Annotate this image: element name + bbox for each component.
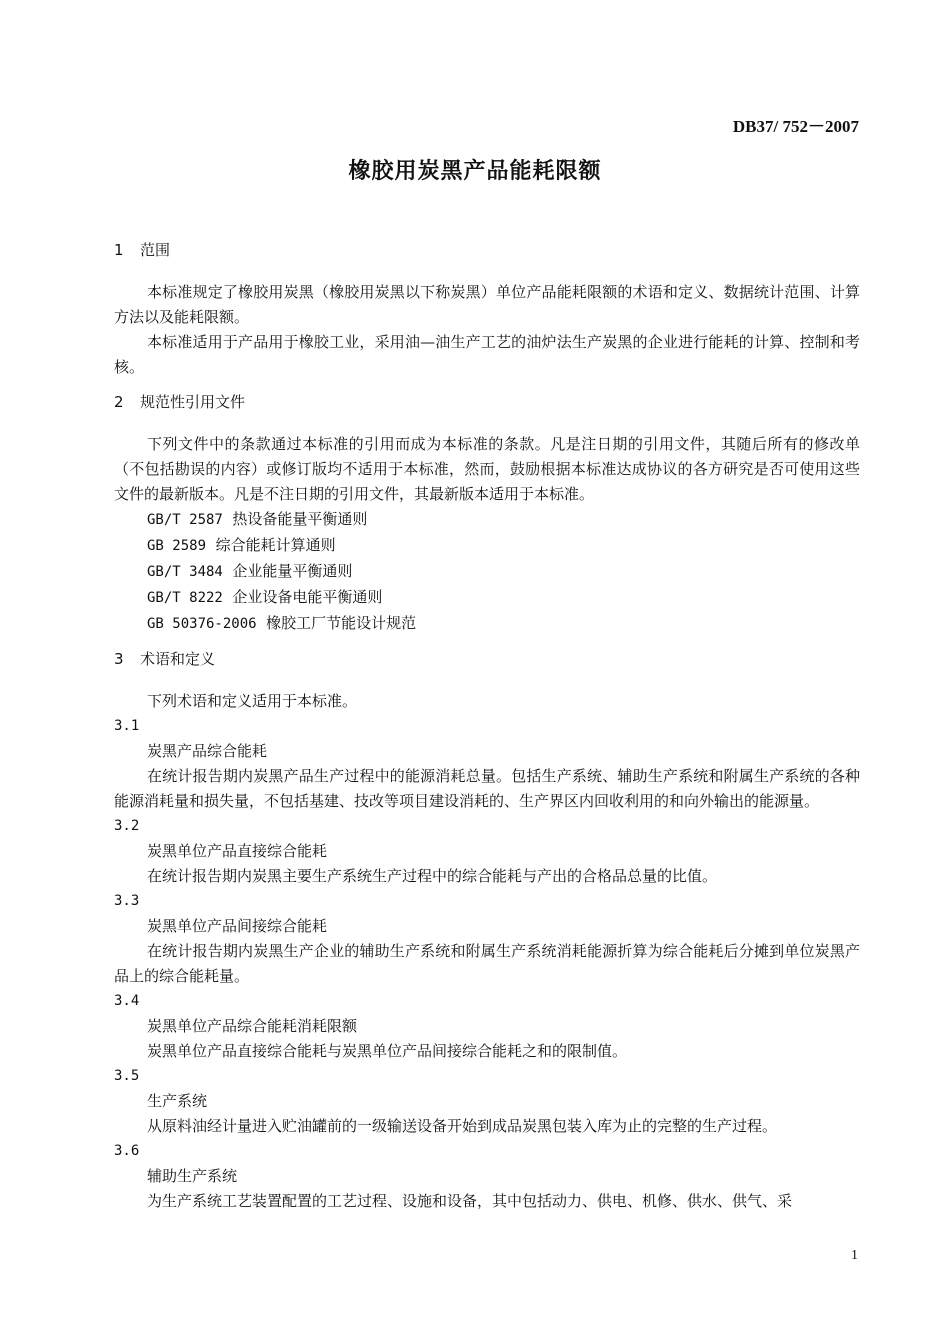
term-title: 炭黑单位产品直接综合能耗 [147, 842, 328, 860]
section-number: 2 [114, 393, 124, 411]
section-title: 规范性引用文件 [140, 393, 246, 411]
section-heading-2 [114, 390, 860, 415]
section-number: 1 [114, 241, 124, 259]
term-number: 3.3 [114, 893, 140, 909]
term-number: 3.6 [114, 1143, 140, 1159]
document-title: 橡胶用炭黑产品能耗限额 [348, 159, 602, 184]
term-definition: 在统计报告期内炭黑生产企业的辅助生产系统和附属生产系统消耗能源折算为综合能耗后分摊到单位炭黑产品上的综合能耗量。 [114, 942, 860, 985]
standard-number: DB37/ 752－2007 [732, 117, 859, 136]
section-title: 术语和定义 [140, 650, 216, 668]
reference-code: GB/T 2587 [147, 512, 223, 528]
paragraph: 本标准适用于产品用于橡胶工业，采用油—油生产工艺的油炉法生产炭黑的企业进行能耗的计算、控制和考核。 [114, 333, 860, 376]
reference-code: GB/T 3484 [147, 564, 223, 580]
term-number: 3.1 [114, 718, 140, 734]
paragraph: 下列术语和定义适用于本标准。 [147, 692, 358, 710]
reference-item [147, 559, 860, 585]
term-title: 炭黑产品综合能耗 [147, 742, 268, 760]
reference-code: GB/T 8222 [147, 590, 223, 606]
reference-name: 橡胶工厂节能设计规范 [266, 614, 417, 632]
term-definition: 从原料油经计量进入贮油罐前的一级输送设备开始到成品炭黑包装入库为止的完整的生产过程。 [147, 1117, 778, 1135]
term-title: 炭黑单位产品间接综合能耗 [147, 917, 328, 935]
section-number: 3 [114, 650, 124, 668]
reference-name: 综合能耗计算通则 [215, 536, 336, 554]
paragraph: 下列文件中的条款通过本标准的引用而成为本标准的条款。凡是注日期的引用文件，其随后所有的修改单（不包括勘误的内容）或修订版均不适用于本标准，然而，鼓励根据本标准达成协议的各方研究是否可使用这些文件的最新版本。凡是不注日期的引用文件，其最新版本适用于本标准。 [114, 435, 860, 503]
term-definition: 在统计报告期内炭黑产品生产过程中的能源消耗总量。包括生产系统、辅助生产系统和附属生产系统的各种能源消耗量和损失量，不包括基建、技改等项目建设消耗的、生产界区内回收利用的和向外输出的能源量。 [114, 767, 860, 810]
reference-name: 企业设备电能平衡通则 [232, 588, 383, 606]
term-title: 炭黑单位产品综合能耗消耗限额 [147, 1017, 358, 1035]
section-heading-1 [114, 238, 860, 263]
term-number: 3.2 [114, 818, 140, 834]
term-definition: 在统计报告期内炭黑主要生产系统生产过程中的综合能耗与产出的合格品总量的比值。 [147, 867, 718, 885]
reference-item [147, 585, 860, 611]
term-definition: 炭黑单位产品直接综合能耗与炭黑单位产品间接综合能耗之和的限制值。 [147, 1042, 628, 1060]
reference-item [147, 611, 860, 637]
page-number: 1 [851, 1248, 858, 1263]
paragraph: 本标准规定了橡胶用炭黑（橡胶用炭黑以下称炭黑）单位产品能耗限额的术语和定义、数据统计范围、计算方法以及能耗限额。 [114, 283, 860, 326]
term-number: 3.5 [114, 1068, 140, 1084]
reference-item [147, 533, 860, 559]
term-definition: 为生产系统工艺装置配置的工艺过程、设施和设备，其中包括动力、供电、机修、供水、供气、采 [147, 1192, 793, 1210]
reference-code: GB 50376-2006 [147, 616, 257, 632]
document-body [114, 238, 860, 1214]
term-title: 生产系统 [147, 1092, 208, 1110]
reference-item [147, 507, 860, 533]
term-title: 辅助生产系统 [147, 1167, 238, 1185]
reference-name: 热设备能量平衡通则 [232, 510, 368, 528]
reference-code: GB 2589 [147, 538, 207, 554]
reference-name: 企业能量平衡通则 [232, 562, 353, 580]
section-heading-3 [114, 647, 860, 672]
section-title: 范围 [140, 241, 171, 259]
term-number: 3.4 [114, 993, 140, 1009]
